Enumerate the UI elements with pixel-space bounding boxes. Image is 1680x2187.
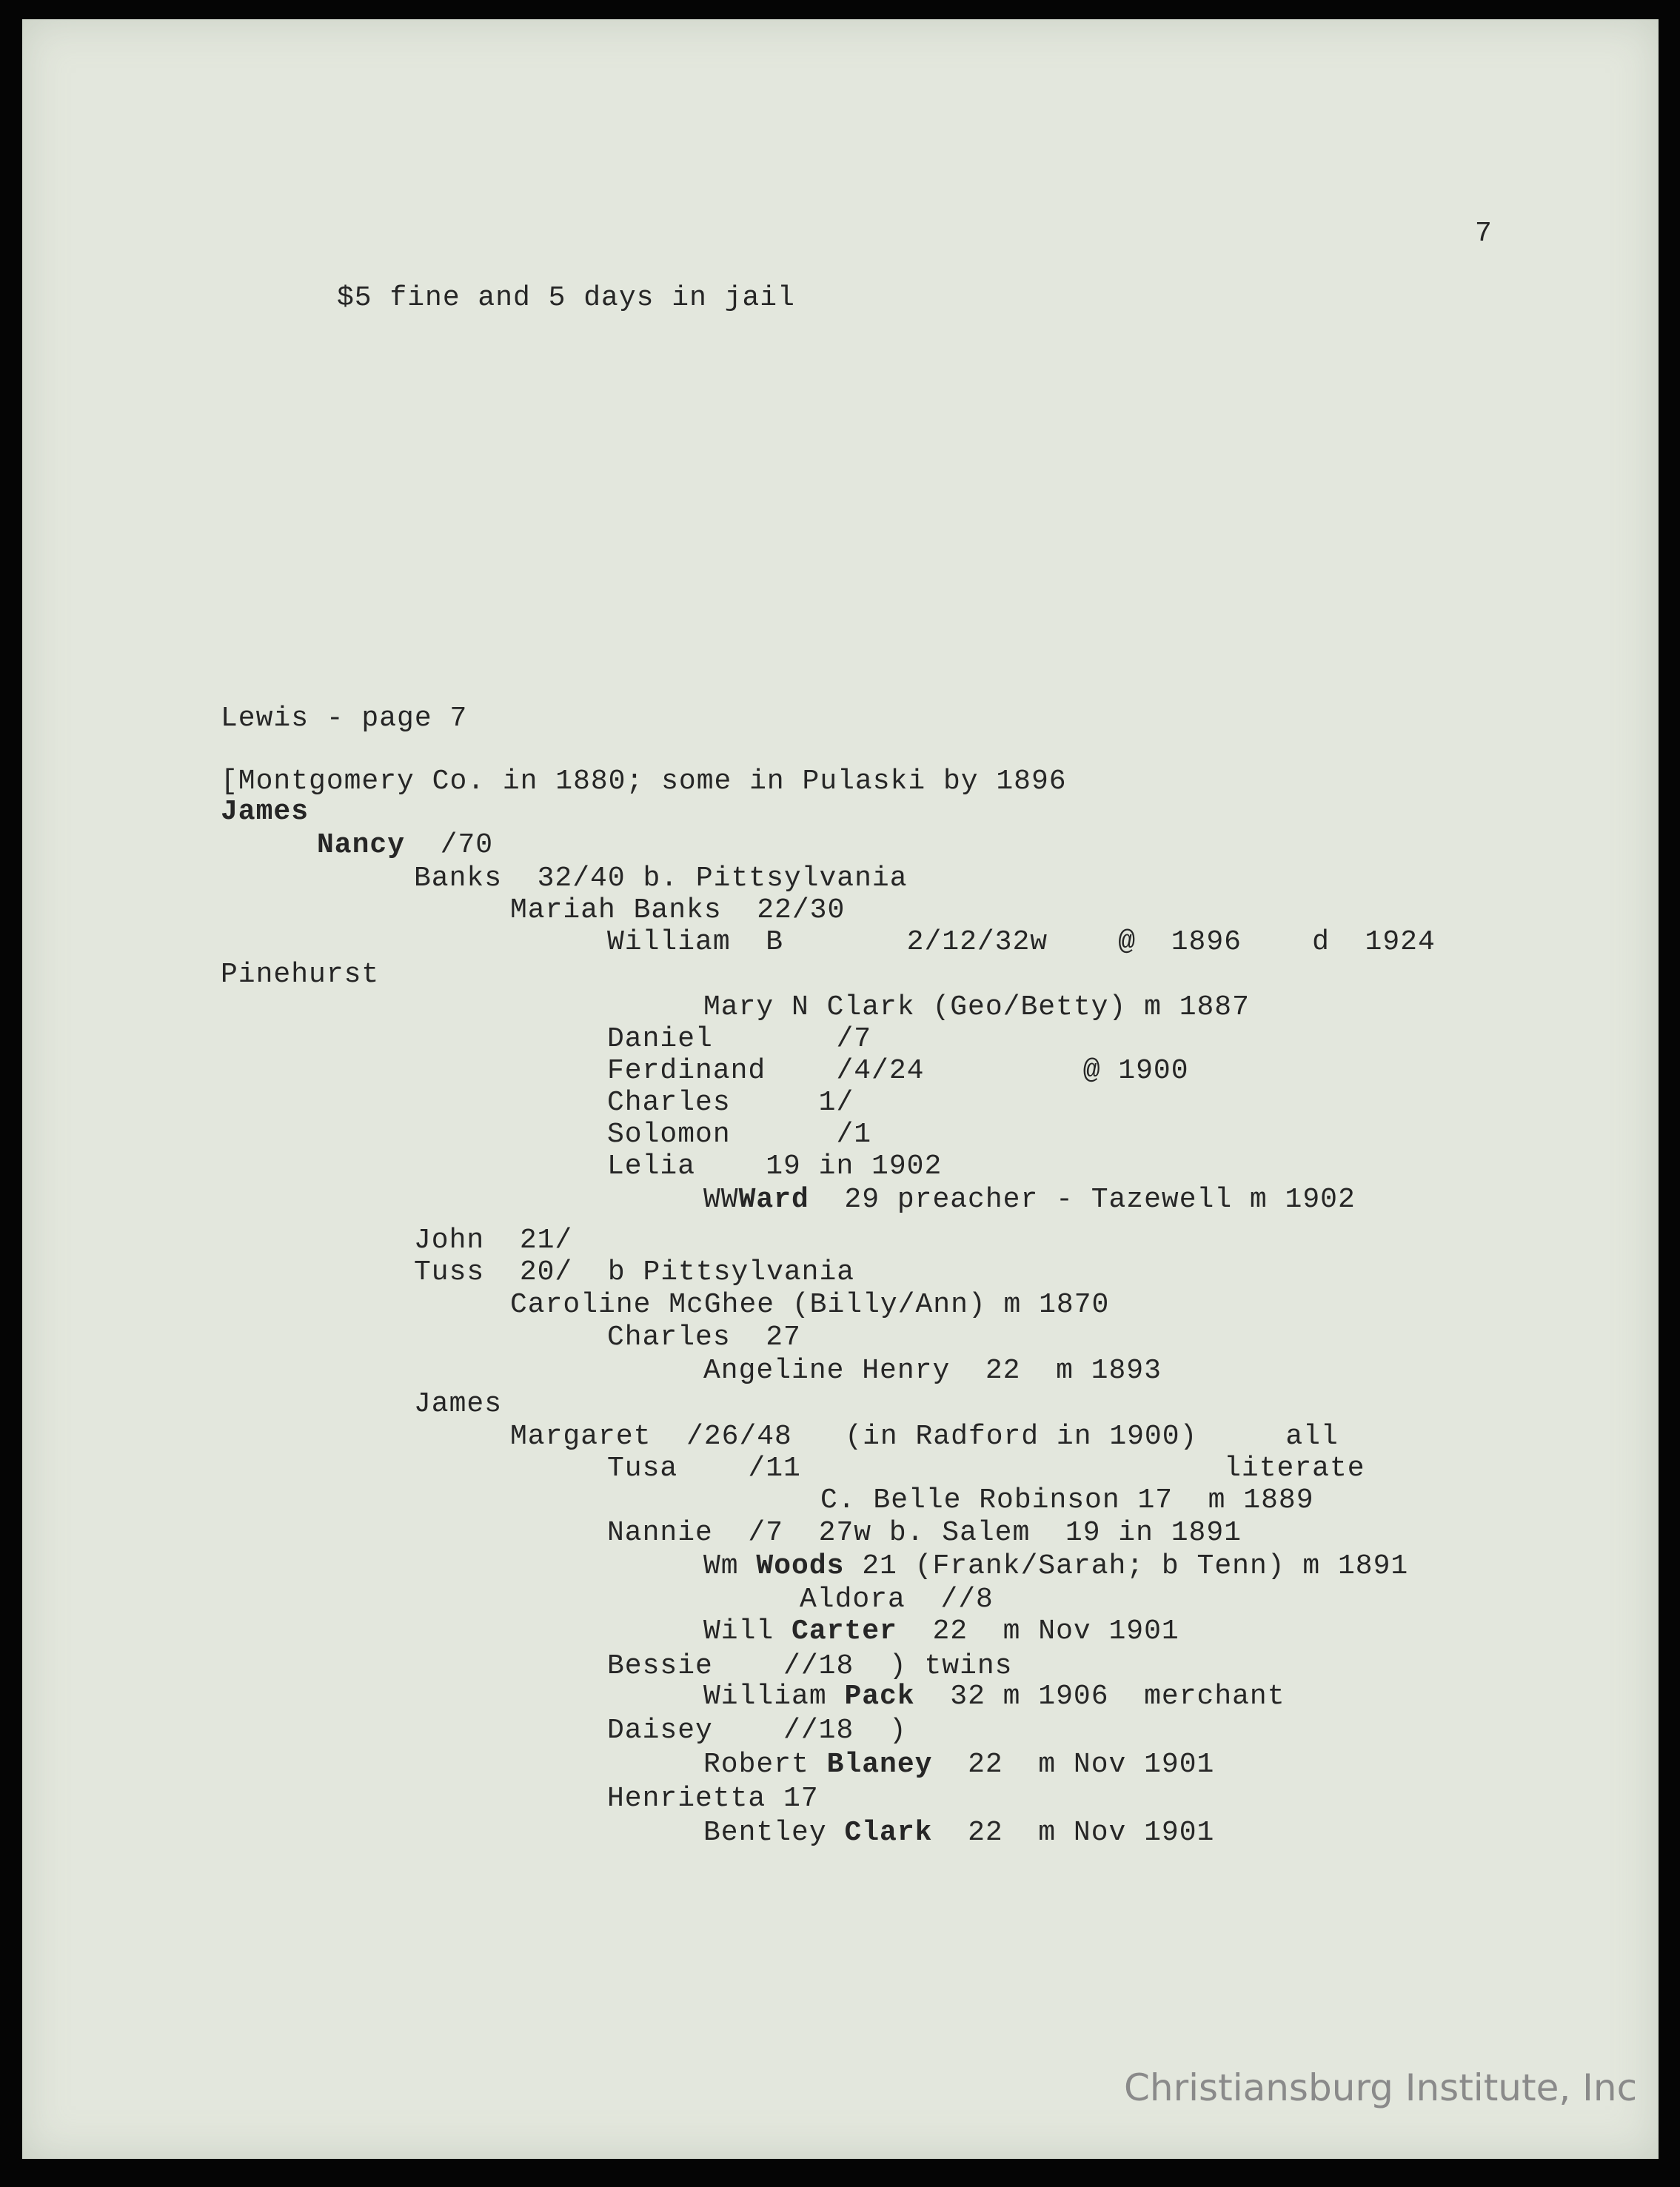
line-text: Charles 27	[607, 1322, 801, 1353]
line-text: Tuss 20/ b Pittsylvania	[414, 1256, 855, 1288]
record-line	[703, 1552, 1408, 1581]
record-line	[510, 896, 845, 925]
record-line	[703, 1818, 1214, 1848]
record-line	[221, 767, 1067, 797]
record-line	[607, 1056, 1189, 1086]
record-line	[607, 928, 1436, 957]
record-line	[414, 1390, 502, 1419]
line-text: Angeline Henry 22 m 1893	[703, 1355, 1162, 1387]
record-line	[607, 1716, 907, 1746]
line-text: 29 preacher - Tazewell m 1902	[809, 1184, 1356, 1216]
line-text: Lelia 19 in 1902	[607, 1151, 943, 1182]
line-text: James	[414, 1388, 503, 1420]
section-heading: Lewis - page 7	[221, 703, 468, 734]
record-line	[703, 1750, 1214, 1780]
record-line	[800, 1585, 994, 1615]
line-text: Mary N Clark (Geo/Betty) m 1887	[703, 991, 1250, 1023]
surname-bold: James	[221, 796, 309, 828]
line-text: 21 (Frank/Sarah; b Tenn) m 1891	[844, 1550, 1409, 1582]
line-text: Ferdinand /4/24 @ 1900	[607, 1055, 1189, 1087]
record-line	[221, 960, 379, 990]
surname-bold: Woods	[756, 1550, 845, 1582]
record-line	[510, 1290, 1109, 1320]
surname-bold: Pack	[844, 1681, 915, 1712]
line-text: Solomon /1	[607, 1119, 872, 1151]
line-text: John 21/	[414, 1225, 573, 1256]
line-text: William B 2/12/32w @ 1896 d 1924	[607, 926, 1436, 958]
top-note: $5 fine and 5 days in jail	[337, 282, 795, 314]
line-text: Caroline McGhee (Billy/Ann) m 1870	[510, 1289, 1110, 1321]
line-text: Pinehurst	[221, 959, 380, 991]
line-text: Tusa /11 literate	[607, 1453, 1365, 1484]
record-line	[703, 993, 1250, 1022]
line-text: Margaret /26/48 (in Radford in 1900) all	[510, 1421, 1339, 1453]
record-line	[607, 1120, 871, 1150]
line-text: 22 m Nov 1901	[932, 1817, 1215, 1849]
surname-bold: Carter	[792, 1615, 897, 1647]
record-line	[221, 797, 309, 827]
line-text: Bentley	[703, 1817, 845, 1849]
line-text: 32 m 1906 merchant	[914, 1681, 1285, 1712]
record-line	[414, 1258, 854, 1287]
line-text: 22 m Nov 1901	[932, 1749, 1215, 1781]
record-line	[703, 1185, 1356, 1215]
line-text: William	[703, 1681, 845, 1712]
surname-bold: Blaney	[826, 1749, 933, 1781]
line-text: C. Belle Robinson 17 m 1889	[820, 1484, 1314, 1516]
record-line	[703, 1617, 1179, 1647]
line-text: Charles 1/	[607, 1087, 854, 1119]
line-text: Banks 32/40 b. Pittsylvania	[414, 863, 908, 894]
record-line	[703, 1682, 1285, 1712]
record-line	[607, 1323, 801, 1353]
record-line	[607, 1088, 854, 1118]
surname-bold: Nancy	[317, 829, 406, 861]
line-text: Bessie //18 ) twins	[607, 1650, 1013, 1682]
record-line	[607, 1152, 942, 1182]
line-text: Mariah Banks 22/30	[510, 894, 846, 926]
line-text: WW	[703, 1184, 739, 1216]
page-number: 7	[1475, 218, 1493, 249]
record-line	[607, 1025, 871, 1054]
document-page	[22, 19, 1659, 2159]
record-line	[820, 1486, 1314, 1516]
record-line	[510, 1422, 1339, 1452]
record-line	[317, 831, 493, 860]
line-text: Will	[703, 1615, 792, 1647]
line-text: /70	[405, 829, 494, 861]
surname-bold: Ward	[738, 1184, 809, 1216]
line-text: Wm	[703, 1550, 757, 1582]
line-text: Nannie /7 27w b. Salem 19 in 1891	[607, 1517, 1242, 1549]
record-line	[607, 1652, 1013, 1681]
record-line	[414, 1226, 572, 1256]
line-text: Daisey //18 )	[607, 1715, 907, 1746]
record-line	[607, 1454, 1365, 1484]
line-text: Daniel /7	[607, 1023, 872, 1055]
surname-bold: Clark	[844, 1817, 933, 1849]
line-text: Henrietta 17	[607, 1783, 819, 1815]
record-line	[414, 864, 908, 894]
record-line	[703, 1356, 1162, 1386]
record-line	[607, 1784, 819, 1814]
record-line	[607, 1518, 1242, 1548]
line-text: Robert	[703, 1749, 827, 1781]
line-text: [Montgomery Co. in 1880; some in Pulaski by 1896	[221, 766, 1067, 797]
line-text: Aldora //8	[800, 1584, 994, 1615]
watermark-text: Christiansburg Institute, Inc	[1124, 2066, 1638, 2109]
line-text: 22 m Nov 1901	[897, 1615, 1179, 1647]
